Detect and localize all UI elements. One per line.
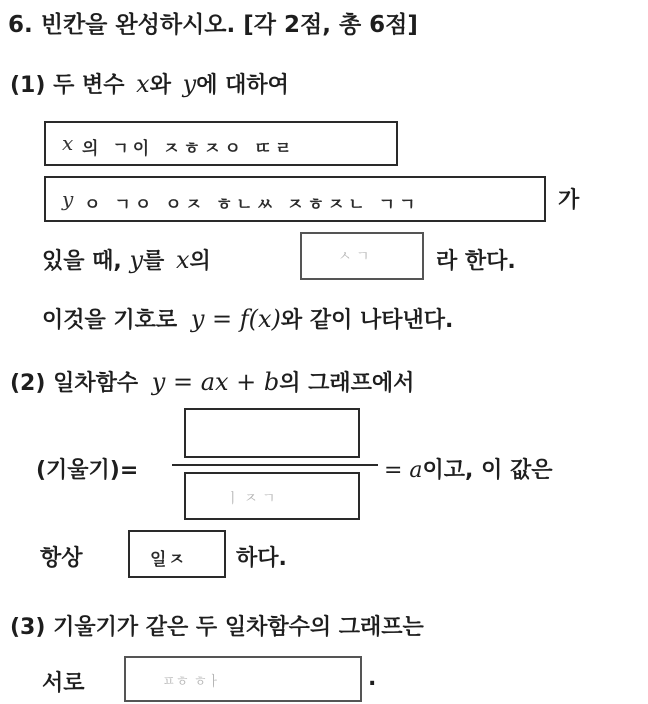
q2-tail: 이고, 이 값은 [422,458,553,483]
q1-line3-x: x [175,246,190,274]
q1-answer-box-1[interactable] [44,121,398,166]
q1-prefix: (1) 두 변수 [10,73,125,98]
q1-line3-d: 라 한다. [436,249,516,274]
q2-end: 하다. [236,546,287,571]
q1-hint2-var: y [62,187,74,211]
q3-answer-box[interactable] [124,656,362,702]
q3-text: (3) 기울기가 같은 두 일차함수의 그래프는 [10,615,424,640]
q1-var-y: y [182,70,197,98]
q2-intro [10,366,414,397]
q1-line4-b: 와 같이 나타낸다. [280,308,454,333]
q1-suffix: 에 대하여 [196,73,289,98]
q1-ga: 가 [558,188,580,213]
q2-eq: y = ax + b [151,368,280,396]
q3-period: . [368,666,377,691]
q2-prefix: (2) 일차함수 [10,371,139,396]
q1-answer-box-3[interactable] [300,232,424,280]
q1-line3-c: 의 [189,249,211,274]
q2-slope-label: (기울기)= [36,458,139,483]
q1-line3-b: 를 [143,249,165,274]
q2-eq-a-line [384,453,552,484]
fraction-bar [172,464,378,466]
q1-line4-a: 이것을 기호로 [42,308,178,333]
q1-var-x: x [136,70,150,98]
q2-eq-a: = a [384,458,423,483]
q1-intro [10,68,289,99]
q2-denominator-faint-writing: ㅣ ㅈ ㄱ [226,491,276,507]
q1-hint1: 의 ㄱ이 ㅈㅎㅈㅇ ㄸㄹ [82,139,296,159]
q1-wa: 와 [149,73,171,98]
q2-answer-box[interactable] [128,530,226,578]
q1-line3-a: 있을 때, [42,249,122,274]
q2-suffix: 의 그래프에서 [279,371,415,396]
q2-numerator-box[interactable] [184,408,360,458]
q3-seoro: 서로 [42,671,85,696]
q1-line3 [42,244,211,275]
q2-denominator-box[interactable] [184,472,360,520]
q1-hint2: ㅇ ㄱㅇ ㅇㅈ ㅎㄴㅆ ㅈㅎㅈㄴ ㄱㄱ [84,195,420,215]
q2-always: 항상 [40,546,83,571]
q1-line4 [42,303,453,334]
q1-answer-box-2[interactable] [44,176,546,222]
q1-hint1-var: x [62,131,74,155]
q3-box-faint-writing: ㅍㅎ ㅎㅏ [162,674,221,690]
q2-hint: 일ㅈ [150,550,187,570]
q1-box3-faint-writing: ㅅ ㄱ [338,249,370,265]
q1-line3-y: y [129,246,144,274]
question-title: 6. 빈칸을 완성하시오. [각 2점, 총 6점] [8,12,418,38]
q1-line4-eq: y = f(x) [190,305,281,333]
